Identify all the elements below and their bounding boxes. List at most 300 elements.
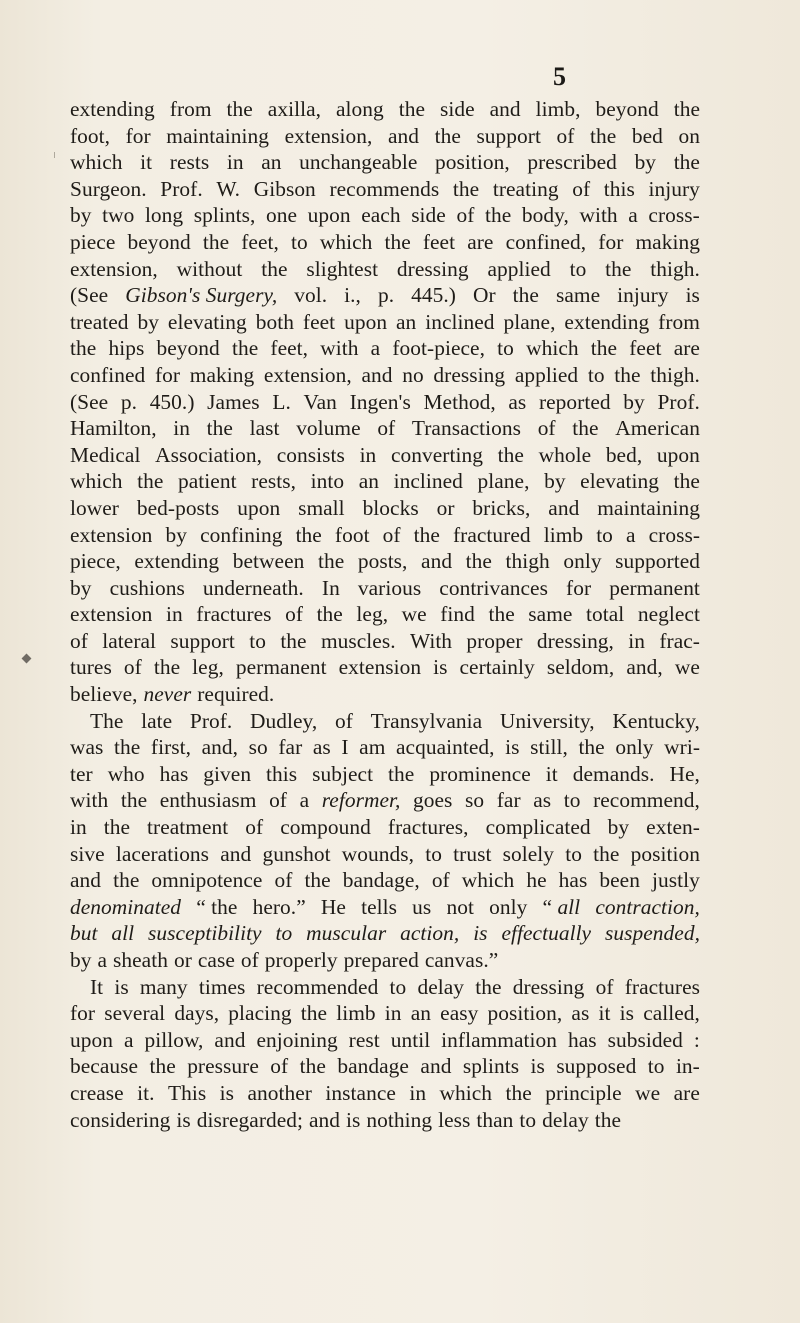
- word: disregarded;: [196, 1107, 304, 1132]
- word: p.: [120, 389, 138, 414]
- word: dressing: [396, 256, 469, 281]
- word: is: [530, 1054, 545, 1079]
- word: the: [398, 97, 426, 121]
- word: rests: [169, 150, 210, 175]
- word: is: [219, 1080, 235, 1105]
- word: beyond: [156, 336, 220, 361]
- word: foot: [334, 522, 370, 547]
- word: this: [266, 761, 298, 786]
- word: given: [203, 761, 252, 786]
- word: is: [346, 1107, 361, 1132]
- word: wounds,: [341, 841, 415, 866]
- word: contrivances: [439, 575, 548, 600]
- word: of: [382, 522, 401, 547]
- word: Ingen's: [349, 389, 411, 414]
- word: delay: [542, 1107, 589, 1132]
- word: the: [113, 868, 140, 893]
- word: same: [528, 602, 573, 627]
- word: thigh: [505, 549, 550, 574]
- word: far: [278, 735, 303, 760]
- word: still,: [530, 735, 568, 760]
- word: piece,: [70, 549, 121, 574]
- word: in-: [675, 1054, 700, 1079]
- word: to: [275, 921, 293, 946]
- word: recommends: [329, 176, 440, 201]
- word: total: [586, 602, 625, 627]
- word: a: [299, 788, 310, 813]
- word: rest: [348, 1027, 380, 1052]
- word: p.: [377, 283, 395, 308]
- word: 445.): [411, 283, 456, 308]
- word: for: [154, 362, 181, 387]
- word: the: [299, 1054, 326, 1079]
- text-line: [70, 734, 700, 761]
- word: of: [123, 655, 142, 680]
- word: the: [304, 868, 331, 893]
- word: is: [505, 735, 520, 760]
- word: by: [70, 948, 92, 972]
- text-line: [70, 149, 700, 176]
- word: exten-: [646, 815, 700, 840]
- word: which: [526, 336, 579, 361]
- word: for: [70, 1001, 96, 1026]
- word: two: [102, 203, 135, 228]
- text-line: [70, 681, 700, 708]
- text-line: [70, 123, 700, 150]
- word: the: [673, 150, 700, 175]
- word: 450.): [149, 389, 195, 414]
- word: side: [411, 203, 446, 228]
- word: acquainted,: [395, 735, 495, 760]
- word: for: [566, 575, 592, 600]
- word: goes: [413, 788, 453, 813]
- word: to: [647, 1054, 665, 1079]
- word: as: [571, 1001, 590, 1026]
- word: bricks,: [472, 495, 531, 520]
- word: fractured: [453, 522, 531, 547]
- text-line: [70, 548, 700, 575]
- text-line: [70, 1107, 700, 1134]
- word: are: [467, 229, 494, 254]
- word: small: [298, 495, 345, 520]
- word: dressing: [433, 362, 506, 387]
- word: American: [615, 416, 700, 441]
- word: thigh.: [650, 256, 700, 281]
- word: the: [103, 815, 131, 840]
- word: the: [280, 628, 307, 653]
- word: so: [465, 788, 485, 813]
- word: a: [370, 336, 381, 361]
- word: but: [70, 921, 98, 946]
- word: hips: [108, 336, 145, 361]
- word: Prof.: [657, 389, 700, 414]
- word: the: [226, 97, 253, 121]
- word: in: [359, 442, 377, 467]
- word: :: [693, 1027, 700, 1052]
- word: it: [545, 761, 558, 786]
- word: plane,: [503, 309, 556, 334]
- text-line: [70, 1053, 700, 1080]
- text-line: [70, 601, 700, 628]
- word: The: [90, 708, 124, 733]
- word: omnipotence: [151, 868, 263, 893]
- text-line: [70, 282, 700, 309]
- word: bed: [631, 123, 663, 148]
- text-line: [70, 628, 700, 655]
- word: the: [261, 256, 288, 281]
- text-line: [70, 761, 700, 788]
- word: and: [421, 549, 453, 574]
- word: to: [249, 628, 266, 653]
- word: of: [245, 815, 264, 840]
- word: the: [512, 283, 539, 308]
- word: and: [70, 868, 102, 893]
- word: recommend,: [593, 788, 700, 813]
- word: us: [412, 894, 432, 919]
- word: justly: [651, 868, 700, 893]
- text-line: [70, 202, 700, 229]
- word: to: [290, 229, 308, 254]
- word: placing: [228, 1001, 292, 1026]
- word: this: [603, 176, 635, 201]
- word: extension,: [263, 362, 352, 387]
- word: foot,: [70, 123, 111, 148]
- word: to: [569, 256, 587, 281]
- word: extension: [338, 655, 422, 680]
- word: so: [248, 735, 268, 760]
- word: and: [420, 1054, 452, 1079]
- word: whole: [538, 442, 592, 467]
- word: vol.: [294, 283, 328, 308]
- word: sive: [70, 841, 105, 866]
- word: to: [563, 788, 581, 813]
- word: no: [402, 362, 424, 387]
- word: ter: [70, 761, 93, 786]
- word: demands.: [572, 761, 655, 786]
- word: leg,: [356, 602, 389, 627]
- word: the: [452, 176, 480, 201]
- text-line: [70, 1027, 700, 1054]
- word: crease: [70, 1080, 124, 1105]
- word: James: [207, 389, 260, 414]
- word: which: [70, 469, 123, 494]
- word: dressing,: [536, 628, 614, 653]
- page-number: 5: [553, 62, 566, 91]
- word: is: [685, 283, 700, 308]
- word: has: [568, 1027, 597, 1052]
- word: on: [678, 123, 700, 148]
- word: of: [377, 416, 396, 441]
- word: properly: [264, 948, 338, 972]
- text-line: [70, 495, 700, 522]
- word: the: [673, 97, 700, 121]
- word: from: [169, 97, 212, 121]
- word: University,: [499, 708, 595, 733]
- word: nothing: [366, 1107, 433, 1132]
- word: seldom,: [546, 655, 615, 680]
- word: along: [335, 97, 384, 121]
- word: permanent: [235, 655, 327, 680]
- word: by: [70, 575, 92, 600]
- word: with: [70, 788, 109, 813]
- word: is: [176, 1107, 191, 1132]
- word: into: [310, 469, 345, 494]
- word: for: [598, 229, 624, 254]
- word: between: [232, 549, 305, 574]
- word: body,: [521, 203, 569, 228]
- text-line: [70, 867, 700, 894]
- word: cross-: [648, 522, 700, 547]
- text-line: [70, 389, 700, 416]
- word: by: [607, 815, 630, 840]
- word: an: [410, 1001, 431, 1026]
- word: in: [173, 416, 191, 441]
- word: foot-piece,: [392, 336, 485, 361]
- word: of: [572, 176, 591, 201]
- word: “ all: [542, 894, 581, 919]
- word: converting: [390, 442, 483, 467]
- word: fractures,: [387, 815, 469, 840]
- word: is: [473, 921, 488, 946]
- word: by: [165, 522, 187, 547]
- word: not: [446, 894, 474, 919]
- word: it.: [137, 1080, 155, 1105]
- word: are: [673, 1080, 700, 1105]
- word: Prof.: [160, 176, 203, 201]
- word: with: [320, 336, 359, 361]
- word: cross-: [648, 203, 700, 228]
- word: Prof.: [189, 708, 233, 733]
- word: of: [595, 974, 614, 999]
- word: support: [170, 628, 235, 653]
- word: are: [673, 336, 700, 361]
- word: extension: [70, 602, 153, 627]
- word: considering: [70, 1107, 171, 1132]
- word: the: [488, 602, 515, 627]
- word: upon: [307, 203, 351, 228]
- word: an: [261, 150, 282, 175]
- word: has: [159, 761, 189, 786]
- text-line: [70, 415, 700, 442]
- word: times: [198, 974, 246, 999]
- word: I: [341, 735, 349, 760]
- word: underneath.: [202, 575, 304, 600]
- word: the: [673, 469, 700, 494]
- word: solely: [502, 841, 555, 866]
- word: only: [489, 894, 528, 919]
- word: we: [674, 655, 700, 680]
- word: (See: [70, 389, 109, 414]
- word: only: [563, 549, 602, 574]
- word: which: [319, 229, 373, 254]
- word: Or: [472, 283, 496, 308]
- text-line: [70, 176, 700, 203]
- word: instance: [325, 1080, 396, 1105]
- word: principle: [545, 1080, 622, 1105]
- word: bed,: [605, 442, 643, 467]
- word: in: [70, 815, 87, 840]
- word: hero.”: [252, 894, 306, 919]
- word: suspended,: [605, 921, 700, 946]
- word: late: [141, 708, 173, 733]
- word: to: [425, 841, 442, 866]
- word: the: [149, 1054, 176, 1079]
- word: which: [70, 150, 123, 175]
- word: rests,: [251, 469, 297, 494]
- word: the: [384, 229, 411, 254]
- word: the: [153, 655, 181, 680]
- word: in: [226, 150, 244, 175]
- word: of: [335, 708, 353, 733]
- word: the: [317, 549, 345, 574]
- word: the: [434, 123, 461, 148]
- word: the: [475, 974, 502, 999]
- word: the: [614, 362, 641, 387]
- word: it: [598, 1001, 611, 1026]
- word: Kentucky,: [612, 708, 700, 733]
- word: the: [206, 416, 233, 441]
- word: prominence: [429, 761, 531, 786]
- word: limb: [336, 1001, 376, 1026]
- word: splints: [462, 1054, 520, 1079]
- word: as: [312, 735, 331, 760]
- word: injury: [648, 176, 700, 201]
- text-line: [70, 442, 700, 469]
- word: unchangeable: [299, 150, 418, 175]
- word: a: [97, 948, 108, 972]
- word: beyond: [127, 229, 191, 254]
- word: which: [439, 1080, 493, 1105]
- word: side: [440, 97, 475, 121]
- word: same: [555, 283, 601, 308]
- word: limb: [543, 522, 584, 547]
- word: limb,: [535, 97, 581, 121]
- word: the: [114, 735, 141, 760]
- word: “ the: [196, 894, 238, 919]
- word: prepared: [343, 948, 419, 972]
- word: Method,: [423, 389, 496, 414]
- word: position,: [487, 1001, 563, 1026]
- word: i.,: [344, 283, 361, 308]
- word: extending: [134, 549, 220, 574]
- word: and,: [626, 655, 663, 680]
- word: Surgeon.: [70, 176, 147, 201]
- word: of: [269, 788, 287, 813]
- word: enthusiasm: [159, 788, 257, 813]
- word: canvas.”: [424, 948, 499, 972]
- word: blocks: [362, 495, 419, 520]
- word: because: [70, 1054, 139, 1079]
- word: case: [197, 948, 235, 972]
- word: neglect: [637, 602, 700, 627]
- text-line: [70, 575, 700, 602]
- word: in: [384, 1001, 402, 1026]
- word: the: [70, 336, 97, 361]
- word: of: [285, 602, 304, 627]
- word: the: [605, 256, 632, 281]
- word: the: [388, 761, 415, 786]
- word: inclined: [393, 469, 463, 494]
- word: position: [630, 841, 700, 866]
- word: in: [628, 628, 646, 653]
- word: many: [139, 974, 188, 999]
- word: Gibson: [253, 176, 316, 201]
- word: slightest: [306, 256, 379, 281]
- word: by: [634, 150, 657, 175]
- word: treatment: [147, 815, 229, 840]
- text-line: [70, 841, 700, 868]
- word: the: [465, 549, 492, 574]
- word: frac-: [659, 628, 700, 653]
- body-text: [70, 96, 700, 1133]
- text-line: [70, 1000, 700, 1027]
- word: a: [123, 1027, 134, 1052]
- word: by: [137, 309, 159, 334]
- word: the: [231, 336, 259, 361]
- word: required.: [197, 682, 275, 707]
- word: by: [544, 469, 566, 494]
- word: each: [361, 203, 401, 228]
- word: and,: [201, 735, 239, 760]
- word: Dudley,: [250, 708, 318, 733]
- word: has: [558, 868, 588, 893]
- word: find: [440, 602, 475, 627]
- word: and: [489, 97, 521, 121]
- word: splints,: [193, 203, 256, 228]
- word: certainly: [459, 655, 535, 680]
- word: in: [165, 602, 183, 627]
- word: the: [202, 229, 230, 254]
- text-line: [70, 947, 700, 974]
- word: bandage,: [342, 868, 420, 893]
- word: plane,: [477, 469, 530, 494]
- word: all: [111, 921, 135, 946]
- word: confined: [70, 362, 146, 387]
- word: Gibson's Surgery,: [125, 283, 278, 308]
- word: another: [247, 1080, 312, 1105]
- word: the: [590, 336, 618, 361]
- word: denominated: [70, 894, 182, 919]
- word: the: [120, 788, 148, 813]
- word: He,: [669, 761, 700, 786]
- word: treating: [492, 176, 559, 201]
- word: sheath: [113, 948, 168, 972]
- word: Hamilton,: [70, 416, 157, 441]
- word: the: [137, 469, 164, 494]
- word: feet: [302, 309, 336, 334]
- word: reformer,: [321, 788, 401, 813]
- word: and: [548, 495, 580, 520]
- word: making: [189, 362, 255, 387]
- word: the: [572, 416, 599, 441]
- word: cushions: [109, 575, 185, 600]
- word: contraction,: [595, 894, 700, 919]
- word: several: [104, 1001, 166, 1026]
- text-line: [70, 1080, 700, 1107]
- word: called,: [643, 1001, 700, 1026]
- word: action,: [400, 921, 460, 946]
- word: an: [358, 469, 379, 494]
- word: an: [396, 309, 417, 334]
- word: he: [526, 868, 547, 893]
- word: far: [496, 788, 521, 813]
- word: subsided: [607, 1027, 683, 1052]
- text-line: [70, 787, 700, 814]
- word: confined,: [505, 229, 587, 254]
- word: is: [114, 974, 129, 999]
- word: pressure: [187, 1054, 259, 1079]
- word: delay: [417, 974, 465, 999]
